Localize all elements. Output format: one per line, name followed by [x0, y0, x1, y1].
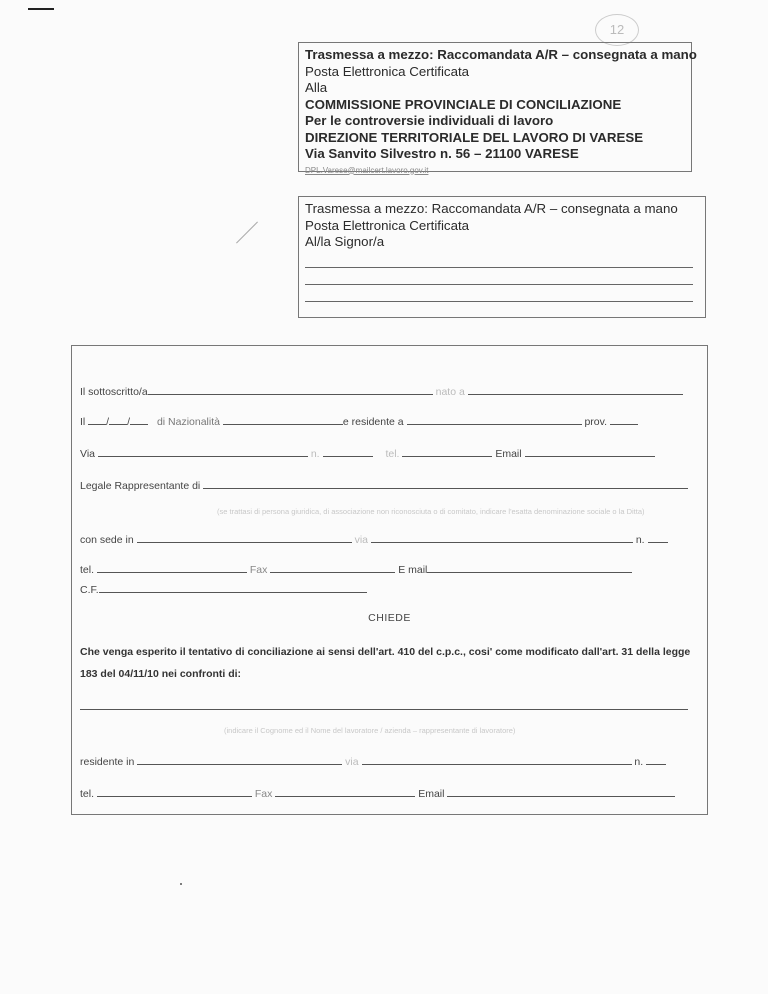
corner-dash-mark — [28, 8, 54, 10]
label-legale-rappresentante: Legale Rappresentante di — [80, 480, 201, 492]
counterpart-name-field[interactable] — [80, 709, 688, 710]
label-prov: prov. — [584, 416, 608, 428]
counterpart-street-field[interactable] — [362, 754, 632, 765]
name-field[interactable] — [148, 384, 433, 395]
tax-code-field[interactable] — [99, 582, 367, 593]
commissione-title: COMMISSIONE PROVINCIALE DI CONCILIAZIONE — [305, 96, 622, 112]
company-hint: (se trattasi di persona giuridica, di associazione non riconosciuta o di comitato, indicare l'esatta denominazione sociale o la Ditta) — [217, 507, 645, 516]
email-field[interactable] — [525, 446, 655, 457]
row-sottoscritto — [80, 384, 683, 398]
recipient-box-commissione — [298, 42, 697, 175]
request-form — [71, 345, 708, 815]
birth-month-field[interactable] — [109, 414, 127, 425]
label-nazionalita: di Nazionalità — [156, 416, 220, 428]
controversie-line: Per le controversie individuali di lavoro — [305, 113, 554, 128]
label-fax-2: Fax — [254, 788, 273, 800]
pec-line-2: Posta Elettronica Certificata — [305, 217, 470, 233]
handwritten-page-number: 12 — [595, 14, 639, 46]
stray-dot — [180, 883, 182, 885]
direzione-line: DIREZIONE TERRITORIALE DEL LAVORO DI VARESE — [305, 129, 644, 145]
street-number-field[interactable] — [323, 446, 373, 457]
signor-line: Al/la Signor/a — [305, 234, 385, 249]
row-counterpart-contacts — [80, 786, 675, 800]
label-il: Il — [80, 416, 86, 428]
label-nato-a: nato a — [435, 386, 465, 398]
label-tel: tel. — [385, 448, 400, 460]
recipient-name-field[interactable] — [305, 267, 693, 268]
row-cf — [80, 582, 367, 596]
label-residente-a: e residente a — [342, 416, 404, 428]
date-separator: / — [127, 416, 131, 428]
label-cf: C.F. — [80, 584, 99, 596]
birth-day-field[interactable] — [88, 414, 106, 425]
birthplace-field[interactable] — [468, 384, 683, 395]
alla-line: Alla — [305, 80, 328, 95]
request-text-line-2: 183 del 04/11/10 nei confronti di: — [80, 668, 242, 680]
chiede-heading: CHIEDE — [368, 612, 411, 624]
company-fax-field[interactable] — [270, 562, 395, 573]
recipient-address-field[interactable] — [305, 284, 693, 285]
counterpart-city-field[interactable] — [137, 754, 342, 765]
counterpart-number-field[interactable] — [646, 754, 666, 765]
nationality-field[interactable] — [223, 414, 343, 425]
counterpart-hint: (indicare il Cognome ed il Nome del lavoratore / azienda – rappresentante di lavoratore) — [224, 726, 516, 735]
counterpart-email-field[interactable] — [447, 786, 675, 797]
residence-field[interactable] — [407, 414, 582, 425]
row-address — [80, 446, 655, 460]
phone-field[interactable] — [402, 446, 492, 457]
counterpart-fax-field[interactable] — [275, 786, 415, 797]
province-field[interactable] — [610, 414, 638, 425]
label-via-2: via — [354, 534, 368, 546]
pec-email-link[interactable]: DPL.Varese@mailcert.lavoro.gov.it — [305, 165, 429, 175]
label-e-mail: E mail — [398, 564, 428, 576]
recipient-city-field[interactable] — [305, 301, 693, 302]
birth-year-field[interactable] — [130, 414, 148, 425]
company-field[interactable] — [203, 478, 688, 489]
delivery-method-line: Trasmessa a mezzo: Raccomandata A/R – consegnata a mano — [305, 47, 697, 62]
label-n-3: n. — [634, 756, 644, 768]
row-legale — [80, 478, 688, 492]
label-tel-2: tel. — [80, 564, 95, 576]
label-residente-in: residente in — [80, 756, 135, 768]
company-city-field[interactable] — [137, 532, 352, 543]
row-sede — [80, 532, 668, 546]
street-field[interactable] — [98, 446, 308, 457]
label-con-sede: con sede in — [80, 534, 134, 546]
delivery-method-line-2: Trasmessa a mezzo: Raccomandata A/R – consegnata a mano — [305, 201, 678, 216]
address-line: Via Sanvito Silvestro n. 56 – 21100 VARESE — [305, 146, 579, 161]
recipient-box-signor — [298, 196, 706, 318]
request-text-line-1: Che venga esperito il tentativo di conciliazione ai sensi dell'art. 410 del c.p.c., cosi' come modificato dall'art. 31 della legge — [80, 646, 691, 658]
row-birth-date — [80, 414, 638, 428]
label-email-2: Email — [418, 788, 445, 800]
label-via-3: via — [345, 756, 359, 768]
row-counterpart-address — [80, 754, 666, 768]
pec-line: Posta Elettronica Certificata — [305, 63, 470, 79]
label-n-2: n. — [635, 534, 645, 546]
date-separator: / — [106, 416, 110, 428]
company-phone-field[interactable] — [97, 562, 247, 573]
label-sottoscritto: Il sottoscritto/a — [80, 386, 148, 398]
company-email-field[interactable] — [427, 562, 632, 573]
label-n: n. — [310, 448, 320, 460]
company-number-field[interactable] — [648, 532, 668, 543]
stray-pen-mark — [236, 222, 258, 244]
label-email: Email — [495, 448, 522, 460]
label-via: Via — [80, 448, 95, 460]
row-company-contacts — [80, 562, 632, 576]
label-fax: Fax — [249, 564, 268, 576]
counterpart-phone-field[interactable] — [97, 786, 252, 797]
label-tel-3: tel. — [80, 788, 95, 800]
company-street-field[interactable] — [371, 532, 633, 543]
